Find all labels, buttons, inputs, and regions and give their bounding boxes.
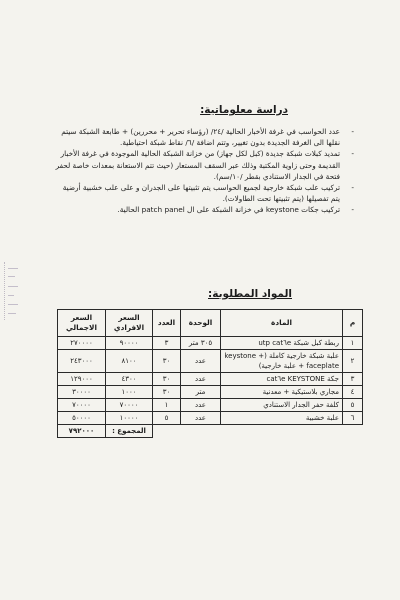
study-bullet: - تمديد كبلات شبكة جديدة (كبل لكل جهاز) من خزانة الشبكة الحالية الموجودة في غرفة الأخبار القديمة وحتى زاوية المكتبة وذلك عبر السقف المستعار (حيث تتم الاستعانة بمعدات خاصة لحفر فتحة في الجدار الاستنادي بقطر /١٠/سم). <box>55 149 354 181</box>
total-row <box>58 425 363 438</box>
cell-item: علبة خشبية <box>221 412 343 425</box>
cell-unit: عدد <box>181 350 221 373</box>
table-header-row <box>58 310 363 337</box>
materials-heading: المواد المطلوبة: <box>208 288 292 300</box>
total-value: ٧٩٢٠٠٠ <box>58 425 106 438</box>
cell-index: ٣ <box>343 373 363 386</box>
cell-index: ٢ <box>343 350 363 373</box>
study-bullet-text: تركيب علب شبكة خارجية لجميع الحواسب يتم تثبيتها على الجدران و على علب خشبية أرضية يتم تفصيلها (يتم تثبيتها تحت الطاولات). <box>62 183 340 204</box>
cell-total-price: ٢٧٠٠٠٠ <box>58 337 106 350</box>
cell-item: جكة cat٦e KEYSTONE <box>221 373 343 386</box>
study-bullet-list <box>54 126 354 216</box>
table-row <box>58 350 363 373</box>
cell-unit-price: ٩٠٠٠٠ <box>106 337 153 350</box>
materials-table <box>57 309 363 438</box>
study-bullet: - تركيب علب شبكة خارجية لجميع الحواسب يتم تثبيتها على الجدران و على علب خشبية أرضية يتم تفصيلها (يتم تثبيتها تحت الطاولات). <box>62 183 354 204</box>
cell-count: ٣ <box>153 337 181 350</box>
table-row <box>58 386 363 399</box>
cell-total-price: ٢٤٣٠٠٠ <box>58 350 106 373</box>
study-heading: دراسة معلوماتية: <box>200 104 288 116</box>
col-header-count: العدد <box>153 310 181 337</box>
study-bullet-text: تمديد كبلات شبكة جديدة (كبل لكل جهاز) من خزانة الشبكة الحالية الموجودة في غرفة الأخبار القديمة وحتى زاوية المكتبة وذلك عبر السقف المستعار (حيث تتم الاستعانة بمعدات خاصة لحفر فتحة في الجدار الاستنادي بقطر /١٠/سم). <box>55 149 340 181</box>
cell-count: ٣٠ <box>153 350 181 373</box>
cell-unit: عدد <box>181 412 221 425</box>
col-header-index: م <box>343 310 363 337</box>
cell-index: ١ <box>343 337 363 350</box>
cell-total-price: ٣٠٠٠٠ <box>58 386 106 399</box>
cell-total-price: ١٢٩٠٠٠ <box>58 373 106 386</box>
cell-unit: عدد <box>181 399 221 412</box>
col-header-unit-price: السعر الافرادي <box>106 310 153 337</box>
cell-item: ربطة كبل شبكة utp cat٦e <box>221 337 343 350</box>
col-header-total-price: السعر الاجمالي <box>58 310 106 337</box>
cell-count: ١ <box>153 399 181 412</box>
cell-unit: متر <box>181 386 221 399</box>
study-bullet: - عدد الحواسب في غرفة الأخبار الحالية /٢٤/ (رؤساء تحرير + محررين) + طابعة الشبكة سيتم نقلها الى الغرفة الجديدة بدون تغيير، وتتم اضافة /٦/ نقاط شبكة احتياطية. <box>61 127 354 148</box>
col-header-item: المادة <box>221 310 343 337</box>
cell-unit-price: ٨١٠٠ <box>106 350 153 373</box>
cell-total-price: ٥٠٠٠٠ <box>58 412 106 425</box>
cell-unit: ٣٠٥ متر <box>181 337 221 350</box>
cell-item: مجاري بلاستيكية + معدنية <box>221 386 343 399</box>
col-header-unit: الوحدة <box>181 310 221 337</box>
cell-index: ٦ <box>343 412 363 425</box>
cell-unit-price: ٧٠٠٠٠ <box>106 399 153 412</box>
cell-index: ٥ <box>343 399 363 412</box>
margin-stamp-mark <box>4 262 27 320</box>
study-bullet-text: عدد الحواسب في غرفة الأخبار الحالية /٢٤/ (رؤساء تحرير + محررين) + طابعة الشبكة سيتم نقلها الى الغرفة الجديدة بدون تغيير، وتتم اضافة /٦/ نقاط شبكة احتياطية. <box>61 127 340 148</box>
table-row <box>58 399 363 412</box>
total-label: المجموع : <box>106 425 153 438</box>
study-bullet-text: تركيب جكات keystone في خزانة الشبكة على ال patch panel الحالية. <box>117 205 340 215</box>
cell-count: ٣٠ <box>153 386 181 399</box>
cell-unit-price: ٤٣٠٠ <box>106 373 153 386</box>
cell-total-price: ٧٠٠٠٠ <box>58 399 106 412</box>
cell-index: ٤ <box>343 386 363 399</box>
table-row <box>58 412 363 425</box>
table-row <box>58 337 363 350</box>
cell-item: علبة شبكة خارجية كاملة (keystone + faceplate + علبة خارجية) <box>221 350 343 373</box>
cell-unit: عدد <box>181 373 221 386</box>
cell-item: كلفة حفر الجدار الاستنادي <box>221 399 343 412</box>
cell-unit-price: ١٠٠٠٠ <box>106 412 153 425</box>
cell-count: ٣٠ <box>153 373 181 386</box>
study-bullet: - تركيب جكات keystone في خزانة الشبكة على ال patch panel الحالية. <box>117 205 354 215</box>
cell-count: ٥ <box>153 412 181 425</box>
table-row <box>58 373 363 386</box>
cell-unit-price: ١٠٠٠ <box>106 386 153 399</box>
